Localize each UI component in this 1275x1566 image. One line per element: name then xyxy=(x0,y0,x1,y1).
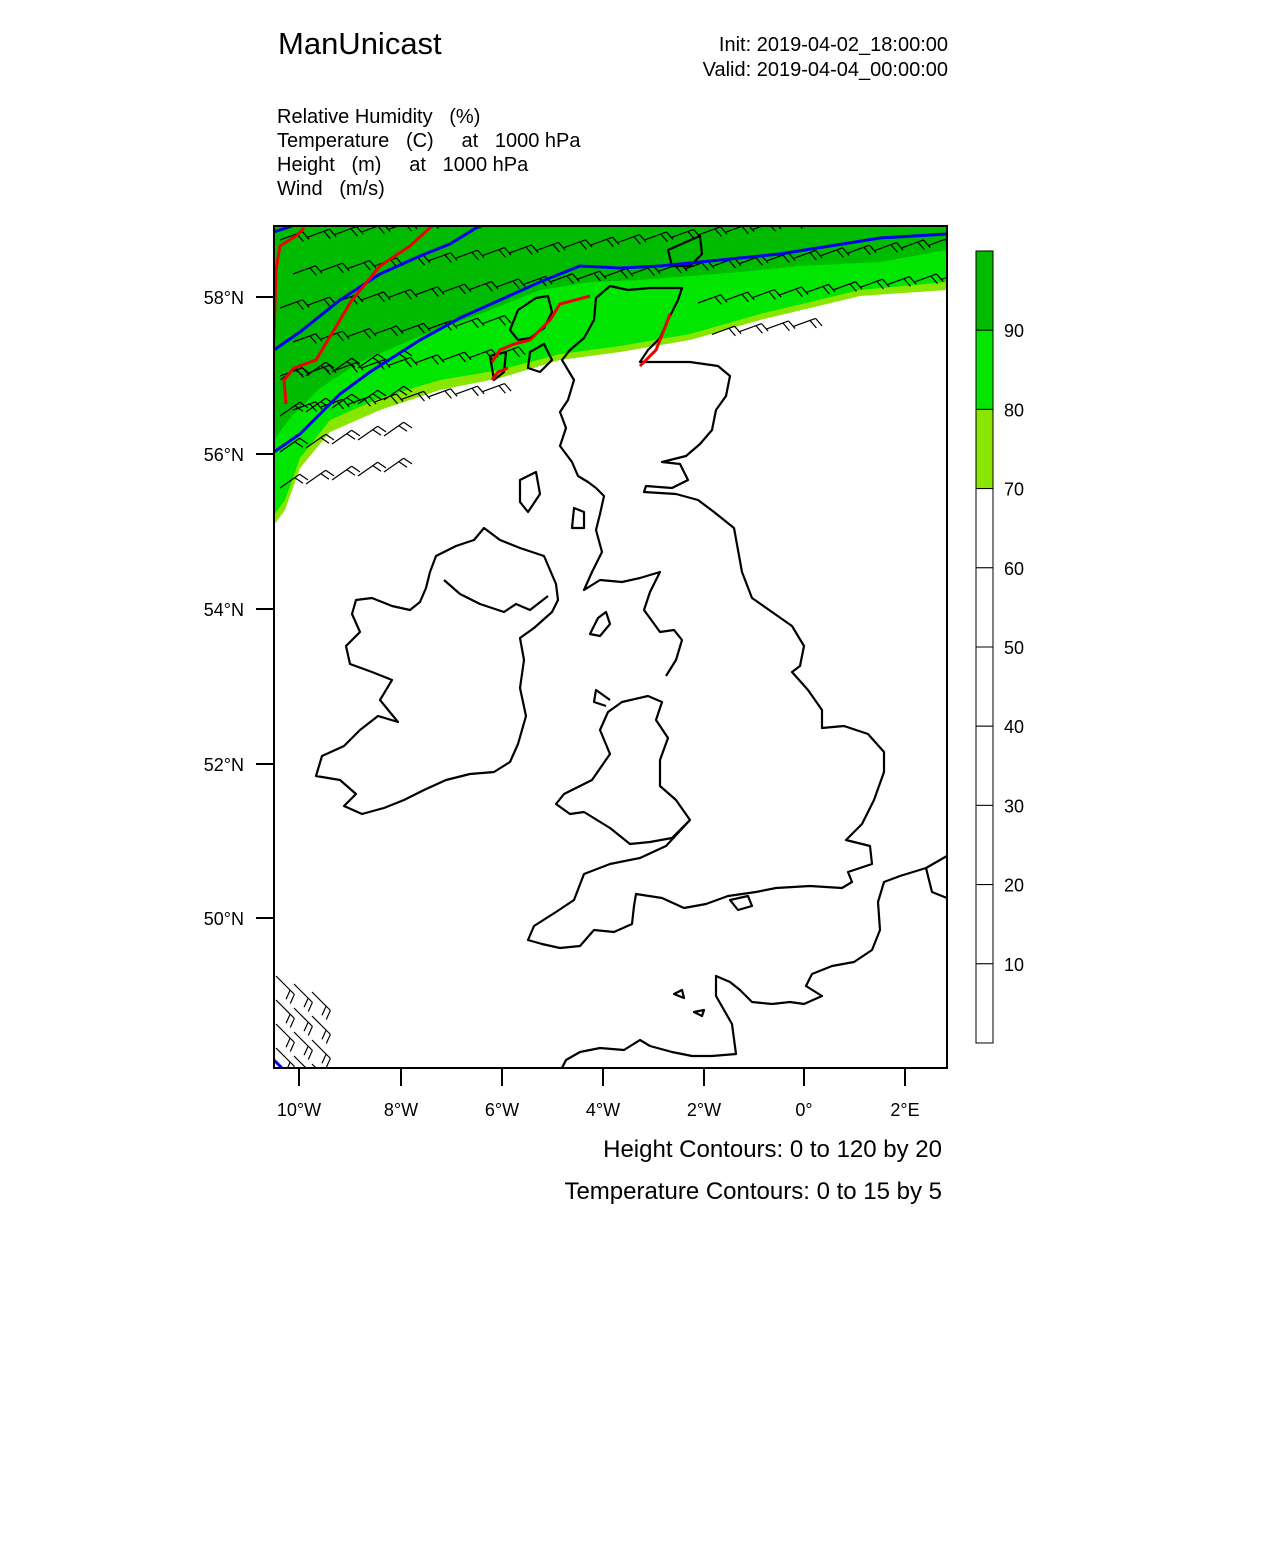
lon-tick-label: 2°E xyxy=(890,1100,920,1120)
wind-barb xyxy=(276,1048,294,1076)
wind-barb xyxy=(455,386,484,396)
wind-barb xyxy=(312,992,330,1020)
valid-time: Valid: 2019-04-04_00:00:00 xyxy=(702,59,948,81)
colorbar-label: 30 xyxy=(1004,796,1025,817)
colorbar-cell xyxy=(976,805,993,884)
coast-france xyxy=(560,856,947,1072)
coast-islay xyxy=(520,472,540,512)
variable-temperature: Temperature (C) at 1000 hPa xyxy=(277,130,581,152)
coast-belgium xyxy=(926,868,947,898)
lon-tick-label: 6°W xyxy=(484,1100,520,1120)
colorbar-cell xyxy=(976,647,993,726)
wind-barb xyxy=(332,430,360,444)
colorbar-label: 90 xyxy=(1004,321,1025,342)
wind-barb xyxy=(312,1016,330,1044)
wind-barb xyxy=(294,1008,312,1036)
colorbar-label: 60 xyxy=(1004,558,1025,579)
lat-tick-label: 50°N xyxy=(203,909,244,929)
wind-barb xyxy=(294,984,312,1012)
colorbar-cell xyxy=(976,568,993,647)
latitude-axis xyxy=(204,288,274,929)
colorbar-label: 10 xyxy=(1004,954,1025,975)
wind-barb xyxy=(358,462,386,476)
variable-height: Height (m) at 1000 hPa xyxy=(277,154,529,176)
coast-northern-ireland xyxy=(444,580,548,612)
variable-rh: Relative Humidity (%) xyxy=(277,106,481,128)
wind-barb xyxy=(955,235,984,245)
longitude-axis xyxy=(277,1068,920,1120)
height-contour-note: Height Contours: 0 to 120 by 20 xyxy=(603,1136,942,1163)
wind-barb xyxy=(793,318,822,328)
wind-barb xyxy=(294,1056,312,1084)
coast-ireland xyxy=(316,528,558,814)
lat-tick-label: 56°N xyxy=(203,445,244,465)
coast-great-britain xyxy=(528,288,884,948)
coast-channel-islands xyxy=(674,990,704,1016)
wind-barb xyxy=(766,321,795,331)
init-time: Init: 2019-04-02_18:00:00 xyxy=(718,34,948,56)
colorbar-cell xyxy=(976,330,993,409)
lat-tick-label: 52°N xyxy=(203,755,244,775)
variable-wind: Wind (m/s) xyxy=(277,178,385,200)
wind-barb xyxy=(312,1040,330,1068)
wind-barb xyxy=(294,1032,312,1060)
coast-isle-of-wight xyxy=(730,896,752,910)
lon-tick-label: 4°W xyxy=(585,1100,621,1120)
temperature-contour-note: Temperature Contours: 0 to 15 by 5 xyxy=(564,1178,942,1205)
wind-barb xyxy=(482,384,511,394)
colorbar-cell xyxy=(976,409,993,488)
colorbar-label: 80 xyxy=(1004,400,1025,421)
lon-tick-label: 2°W xyxy=(686,1100,722,1120)
wind-barb xyxy=(332,466,360,480)
wind-barb xyxy=(306,470,334,484)
wind-barb xyxy=(739,324,768,334)
rh-colorbar xyxy=(976,251,1024,1043)
wind-barb xyxy=(276,1024,294,1052)
colorbar-cell xyxy=(976,726,993,805)
colorbar-cell xyxy=(976,964,993,1043)
colorbar-label: 40 xyxy=(1004,717,1025,738)
coast-isle-of-man xyxy=(590,612,610,636)
colorbar-cell xyxy=(976,489,993,568)
wind-barb xyxy=(384,422,412,436)
wind-barb xyxy=(358,426,386,440)
wind-barb xyxy=(276,976,294,1004)
colorbar-cell xyxy=(976,251,993,330)
coast-arran xyxy=(572,508,584,528)
lat-tick-label: 58°N xyxy=(203,288,244,308)
wind-barb xyxy=(384,458,412,472)
height-contour-d xyxy=(274,1060,282,1068)
colorbar-label: 20 xyxy=(1004,875,1025,896)
wind-barb xyxy=(276,1000,294,1028)
lon-tick-label: 8°W xyxy=(383,1100,419,1120)
coast-wales xyxy=(594,690,610,706)
colorbar-cell xyxy=(976,885,993,964)
lon-tick-label: 10°W xyxy=(276,1100,322,1120)
colorbar-label: 50 xyxy=(1004,638,1025,658)
colorbar-label: 70 xyxy=(1004,479,1025,500)
map-plot-area xyxy=(274,219,997,1092)
lat-tick-label: 54°N xyxy=(203,600,244,620)
lon-tick-label: 0° xyxy=(795,1100,813,1120)
map-title: ManUnicast xyxy=(278,26,442,61)
